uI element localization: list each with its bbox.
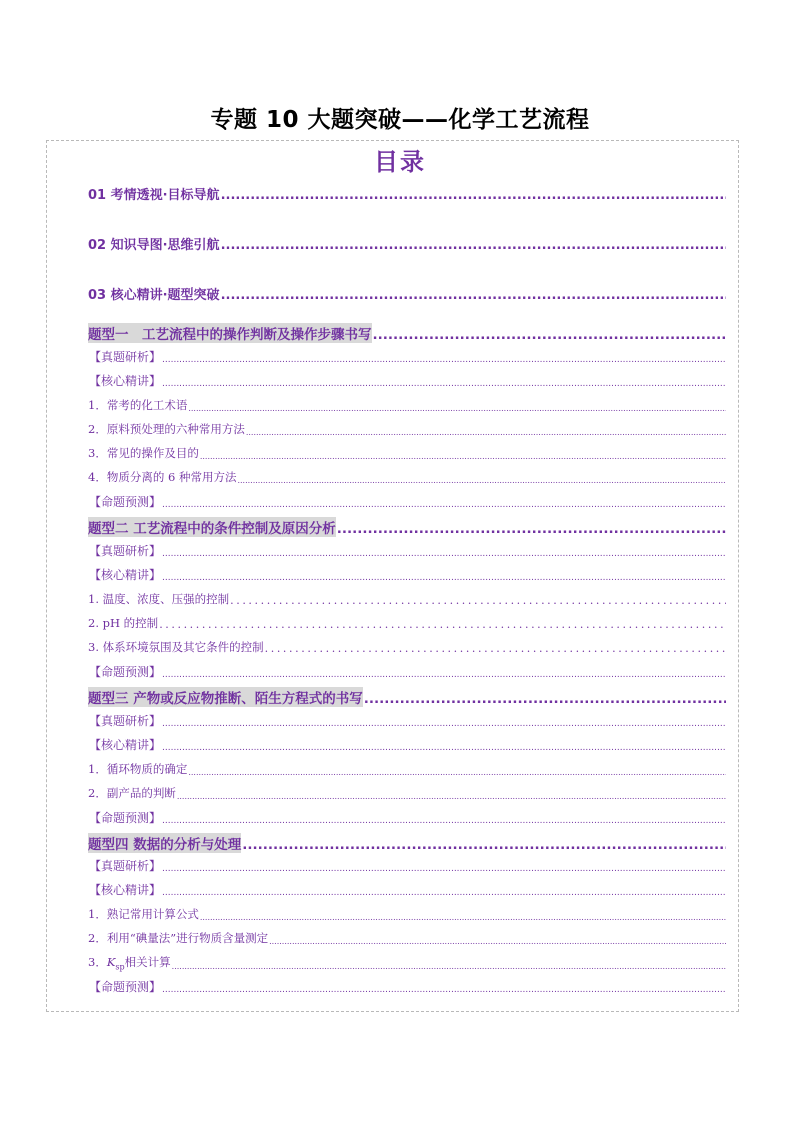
toc-entry-label: 01 考情透视·目标导航 [88,188,220,203]
toc-type4-item-2[interactable] [88,930,726,946]
toc-entry-label: 1. 温度、浓度、压强的控制 [88,592,230,606]
toc-type3-core[interactable] [88,736,726,753]
toc-type2-title[interactable] [88,517,726,537]
ksp-subscript: sp [115,962,125,972]
leader-dots [337,521,726,537]
toc-heading: 目录 [374,148,426,176]
leader-dots [162,888,726,898]
toc-entry-label: 1．熟记常用计算公式 [88,907,199,921]
leader-dots [188,404,726,413]
toc-entry-label: 03 核心精讲·题型突破 [88,288,220,303]
leader-dots [162,864,726,874]
toc-type1-item-4[interactable] [88,469,726,485]
leader-dots [237,476,726,485]
leader-dots [221,288,726,303]
toc-entry-03[interactable] [88,284,726,303]
leader-dots [177,792,726,801]
toc-entry-label: 2．原料预处理的六种常用方法 [88,422,245,436]
leader-dots [159,618,726,631]
toc-type2-item-3[interactable] [88,639,726,655]
toc-type2-item-1[interactable] [88,591,726,607]
toc-entry-label: 2. pH 的控制 [88,616,159,630]
toc-entry-label: 【命题预测】 [89,980,162,994]
toc-entry-02[interactable] [88,234,726,253]
leader-dots [162,743,726,753]
toc-type1-item-2[interactable] [88,421,726,437]
toc-entry-label: 3．常见的操作及目的 [88,446,199,460]
toc-entry-label: 【核心精讲】 [89,738,162,752]
toc-entry-label: 题型四 数据的分析与处理 [88,833,241,853]
toc-entry-label: 题型一 工艺流程中的操作判断及操作步骤书写 [88,323,372,343]
toc-type4-item-3[interactable] [88,954,726,971]
item-text: 相关计算 [124,955,171,969]
item-number: 3． [88,955,107,969]
leader-dots [162,719,726,729]
toc-type4-predict[interactable] [88,978,726,995]
leader-dots [265,642,726,655]
toc-entry-label: 【命题预测】 [89,665,162,679]
toc-entry-label: 【命题预测】 [89,811,162,825]
toc-entry-label: 1．常考的化工术语 [88,398,188,412]
toc-type1-item-1[interactable] [88,397,726,413]
toc-type3-item-2[interactable] [88,785,726,801]
toc-entry-label: 【真题研析】 [89,714,162,728]
toc-entry-label: 题型二 工艺流程中的条件控制及原因分析 [88,517,336,537]
toc-type4-core[interactable] [88,881,726,898]
toc-type2-core[interactable] [88,566,726,583]
leader-dots [162,549,726,559]
toc-entry-label: 2．副产品的判断 [88,786,176,800]
toc-type2-real[interactable] [88,542,726,559]
toc-type1-predict[interactable] [88,493,726,510]
toc-entry-label: 02 知识导图·思维引航 [88,238,220,253]
leader-dots [162,355,726,365]
toc-type4-real[interactable] [88,857,726,874]
leader-dots [162,500,726,510]
toc-type3-title[interactable] [88,687,726,707]
toc-type4-item-1[interactable] [88,906,726,922]
toc-entry-01[interactable] [88,184,726,203]
toc-entry-label: 【真题研析】 [89,350,162,364]
leader-dots [269,937,726,946]
toc-entry-label: 3. 体系环境氛围及其它条件的控制 [88,640,264,654]
leader-dots [162,670,726,680]
leader-dots [242,837,726,853]
toc-entry-label: 【核心精讲】 [89,883,162,897]
toc-type4-title[interactable] [88,833,726,853]
toc-type1-item-3[interactable] [88,445,726,461]
leader-dots [162,573,726,583]
toc-entry-label: 【核心精讲】 [89,568,162,582]
toc-type3-item-1[interactable] [88,761,726,777]
toc-type2-item-2[interactable] [88,615,726,631]
leader-dots [162,985,726,995]
toc-type3-predict[interactable] [88,809,726,826]
leader-dots [172,962,726,971]
leader-dots [162,379,726,389]
toc-entry-label: 【核心精讲】 [89,374,162,388]
toc-type3-real[interactable] [88,712,726,729]
document-title: 专题 10 大题突破——化学工艺流程 [210,107,590,133]
ksp-symbol: K [106,955,116,969]
toc-type1-title[interactable] [88,323,726,343]
toc-entry-label: 2．利用“碘量法”进行物质含量测定 [88,931,269,945]
toc-entry-label: 1．循环物质的确定 [88,762,188,776]
toc-type1-core[interactable] [88,372,726,389]
toc-entry-label [88,954,171,971]
leader-dots [188,768,726,777]
leader-dots [246,428,726,437]
leader-dots [162,816,726,826]
leader-dots [364,691,726,707]
leader-dots [200,452,726,461]
toc-type2-predict[interactable] [88,663,726,680]
leader-dots [230,594,726,607]
toc-entry-label: 【命题预测】 [89,495,162,509]
toc-entry-label: 【真题研析】 [89,859,162,873]
toc-entry-label: 题型三 产物或反应物推断、陌生方程式的书写 [88,687,363,707]
leader-dots [373,327,727,343]
toc-entry-label: 【真题研析】 [89,544,162,558]
leader-dots [221,188,726,203]
leader-dots [221,238,726,253]
leader-dots [200,913,726,922]
toc-entry-label: 4．物质分离的 6 种常用方法 [88,470,237,484]
toc-type1-real[interactable] [88,348,726,365]
